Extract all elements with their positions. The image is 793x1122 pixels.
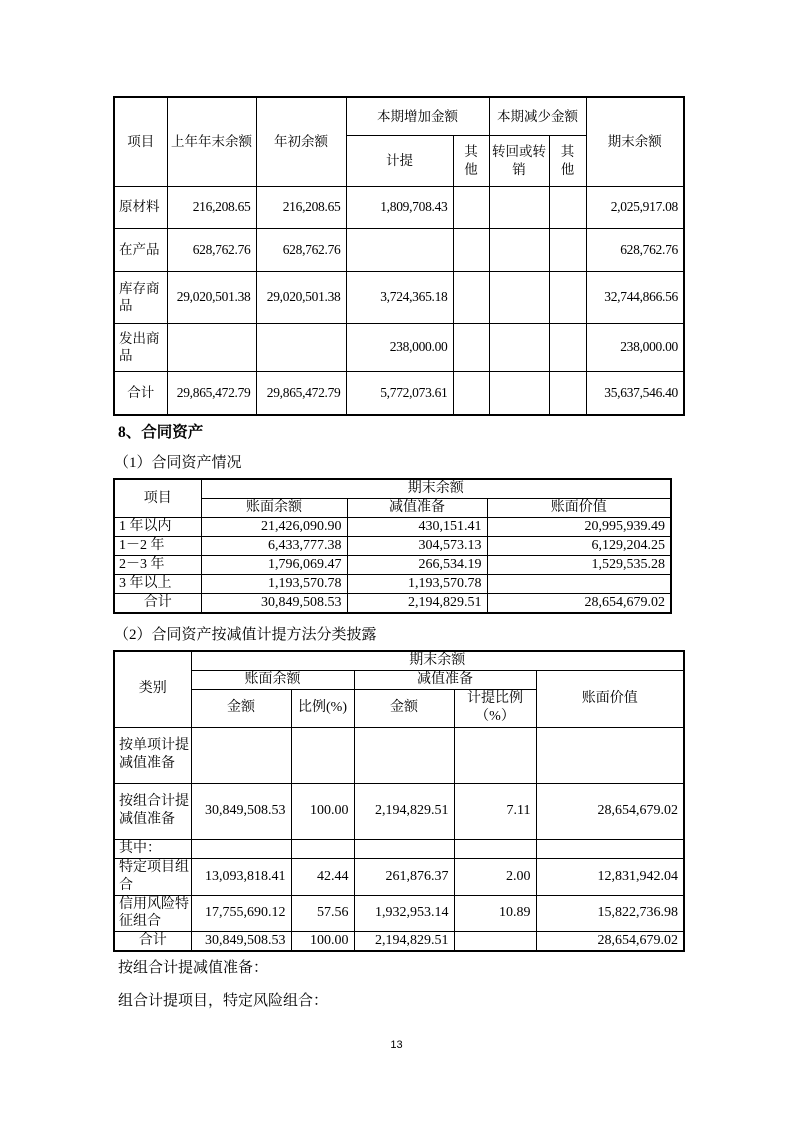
cell-other2 [549,371,586,415]
table-header-row [114,479,671,498]
cell-balance: 1,796,069.47 [201,555,347,574]
cell-item: 在产品 [114,228,167,271]
cell-category: 按单项计提减值准备 [114,727,191,783]
table-total-row [114,593,671,612]
col-header-book-value: 账面价值 [487,498,671,517]
cell-ratio1: 100.00 [291,932,354,951]
cell-amount2 [354,839,454,858]
cell-amount2: 2,194,829.51 [354,783,454,839]
col-header-prior-year-end: 上年年末余额 [167,97,256,186]
cell-ratio2 [454,727,536,783]
cell-amount1: 13,093,818.41 [191,858,291,895]
wrapped-text: 计提比例（%） [466,691,523,725]
cell-reversal [489,323,549,371]
cell-value: 20,995,939.49 [487,517,671,536]
cell-other1 [453,271,489,323]
table-row [114,858,684,895]
cell-value: 28,654,679.02 [536,932,684,951]
cell-category: 特定项目组合 [114,858,191,895]
cell-provision: 5,772,073.61 [346,371,453,415]
cell-aging: 1－2 年 [114,536,201,555]
cell-impairment: 1,193,570.78 [347,574,487,593]
table-row [114,517,671,536]
cell-begin: 628,762.76 [256,228,346,271]
cell-reversal [489,371,549,415]
cell-item: 合计 [114,371,167,415]
note-portfolio-provision: 按组合计提减值准备： [118,960,269,976]
cell-balance: 1,193,570.78 [201,574,347,593]
subsection-2-title: （2）合同资产按减值计提方法分类披露 [114,627,377,643]
table-row [114,727,684,783]
cell-prior: 29,020,501.38 [167,271,256,323]
cell-impairment: 266,534.19 [347,555,487,574]
cell-amount2: 261,876.37 [354,858,454,895]
vertical-text: 其他 [560,144,575,177]
cell-aging: 合计 [114,593,201,612]
cell-value [536,839,684,858]
cell-amount2: 2,194,829.51 [354,932,454,951]
contract-asset-aging-table [113,478,672,614]
cell-ending: 32,744,866.56 [586,271,684,323]
table-header-row [114,651,684,670]
subsection-1-title: （1）合同资产情况 [114,455,242,471]
cell-begin: 216,208.65 [256,186,346,228]
table-header-row [114,670,684,689]
cell-begin: 29,020,501.38 [256,271,346,323]
table-header-row [114,97,684,135]
cell-ratio2 [454,932,536,951]
col-header-item: 项目 [114,479,201,517]
col-header-impairment-group: 减值准备 [354,670,536,689]
cell-other2 [549,323,586,371]
inventory-table [113,96,685,416]
cell-amount1: 30,849,508.53 [191,783,291,839]
cell-provision: 238,000.00 [346,323,453,371]
cell-prior: 628,762.76 [167,228,256,271]
col-header-ending-group: 期末余额 [201,479,671,498]
cell-category: 合计 [114,932,191,951]
cell-amount2 [354,727,454,783]
cell-other1 [453,323,489,371]
cell-ratio2: 7.11 [454,783,536,839]
cell-ratio2: 2.00 [454,858,536,895]
col-header-increase-group: 本期增加金额 [346,97,489,135]
col-header-amount1: 金额 [191,689,291,727]
col-header-book-balance: 账面余额 [201,498,347,517]
cell-prior [167,323,256,371]
cell-impairment: 430,151.41 [347,517,487,536]
cell-other1 [453,371,489,415]
table-row [114,574,671,593]
col-header-other-decrease [549,135,586,186]
cell-provision: 3,724,365.18 [346,271,453,323]
col-header-decrease-group: 本期减少金额 [489,97,586,135]
cell-aging: 2－3 年 [114,555,201,574]
cell-balance: 30,849,508.53 [201,593,347,612]
cell-begin [256,323,346,371]
cell-category: 其中： [114,839,191,858]
col-header-amount2: 金额 [354,689,454,727]
impairment-method-table [113,650,685,952]
table-row [114,271,684,323]
cell-amount1 [191,839,291,858]
cell-balance: 21,426,090.90 [201,517,347,536]
cell-impairment: 2,194,829.51 [347,593,487,612]
section-heading-contract-assets: 8、合同资产 [118,424,204,441]
col-header-item: 项目 [114,97,167,186]
col-header-ratio2 [454,689,536,727]
table-total-row [114,932,684,951]
cell-ratio1: 42.44 [291,858,354,895]
cell-category: 信用风险特征组合 [114,895,191,932]
col-header-ratio1: 比例(%) [291,689,354,727]
cell-provision [346,228,453,271]
cell-amount1 [191,727,291,783]
cell-ratio1: 57.56 [291,895,354,932]
cell-value [487,574,671,593]
cell-ratio1: 100.00 [291,783,354,839]
table-total-row [114,371,684,415]
cell-item: 原材料 [114,186,167,228]
col-header-book-balance-group: 账面余额 [191,670,354,689]
cell-reversal [489,271,549,323]
col-header-book-value: 账面价值 [536,670,684,727]
cell-balance: 6,433,777.38 [201,536,347,555]
table-row [114,186,684,228]
cell-reversal [489,186,549,228]
cell-aging: 3 年以上 [114,574,201,593]
cell-amount2: 1,932,953.14 [354,895,454,932]
cell-value: 15,822,736.98 [536,895,684,932]
table-row [114,536,671,555]
table-row [114,323,684,371]
cell-amount1: 30,849,508.53 [191,932,291,951]
cell-begin: 29,865,472.79 [256,371,346,415]
cell-provision: 1,809,708.43 [346,186,453,228]
cell-aging: 1 年以内 [114,517,201,536]
cell-item: 库存商品 [114,271,167,323]
cell-ratio1 [291,727,354,783]
table-row [114,895,684,932]
cell-other1 [453,228,489,271]
cell-prior: 216,208.65 [167,186,256,228]
cell-category: 按组合计提减值准备 [114,783,191,839]
col-header-impairment: 减值准备 [347,498,487,517]
col-header-ending-group: 期末余额 [191,651,684,670]
cell-ratio1 [291,839,354,858]
col-header-reversal: 转回或转销 [489,135,549,186]
vertical-text: 其他 [464,144,478,177]
col-header-category: 类别 [114,651,191,727]
note-specific-risk-portfolio: 组合计提项目，特定风险组合： [118,993,329,1009]
cell-value [536,727,684,783]
cell-value: 6,129,204.25 [487,536,671,555]
cell-amount1: 17,755,690.12 [191,895,291,932]
cell-ending: 2,025,917.08 [586,186,684,228]
cell-value: 12,831,942.04 [536,858,684,895]
table-row [114,839,684,858]
cell-other2 [549,228,586,271]
col-header-ending: 期末余额 [586,97,684,186]
cell-item: 发出商品 [114,323,167,371]
cell-prior: 29,865,472.79 [167,371,256,415]
cell-ending: 238,000.00 [586,323,684,371]
cell-other2 [549,186,586,228]
cell-reversal [489,228,549,271]
cell-value: 1,529,535.28 [487,555,671,574]
cell-ratio2: 10.89 [454,895,536,932]
cell-value: 28,654,679.02 [536,783,684,839]
col-header-provision: 计提 [346,135,453,186]
cell-other2 [549,271,586,323]
table-row [114,783,684,839]
cell-ratio2 [454,839,536,858]
page-number: 13 [390,1039,403,1051]
cell-value: 28,654,679.02 [487,593,671,612]
table-row [114,555,671,574]
cell-ending: 628,762.76 [586,228,684,271]
table-row [114,228,684,271]
col-header-other-increase [453,135,489,186]
cell-impairment: 304,573.13 [347,536,487,555]
cell-ending: 35,637,546.40 [586,371,684,415]
cell-other1 [453,186,489,228]
col-header-beginning: 年初余额 [256,97,346,186]
